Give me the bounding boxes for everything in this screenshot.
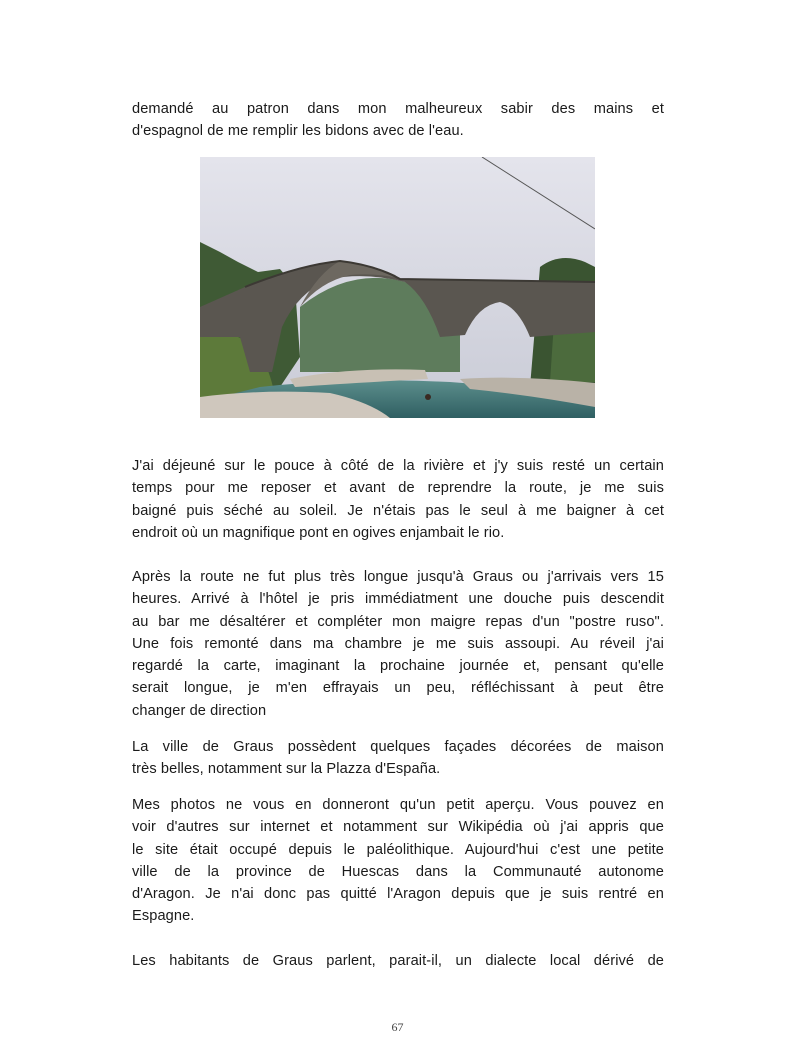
text-line: La ville de Graus possèdent quelques façades décorées de maison [132, 739, 664, 755]
text-line: d'Aragon. Je n'ai donc pas quitté l'Aragon depuis que je suis rentré en [132, 886, 664, 903]
text-line: Une fois remonté dans ma chambre je me suis assoupi. Au réveil j'ai [132, 635, 664, 652]
paragraph-intro [132, 98, 664, 143]
text-line: endroit où un magnifique pont en ogives enjambait le rio. [132, 524, 505, 541]
text-line: changer de direction [132, 702, 267, 719]
paragraph-lunch [132, 455, 664, 544]
bridge-photo [200, 157, 595, 418]
text-line: demandé au patron dans mon malheureux sabir des mains et [132, 101, 664, 117]
text-line: le site était occupé depuis le paléolithique. Aujourd'hui c'est une petite [132, 841, 664, 858]
text-line: serait longue, je m'en effrayais un peu, réfléchissant à peut être [132, 680, 664, 697]
paragraph-facades [132, 736, 664, 781]
text-line: ville de la province de Huescas dans la Communauté autonome [132, 863, 664, 880]
text-line: voir d'autres sur internet et notamment sur Wikipédia où j'ai appris que [132, 819, 664, 836]
text-line: Les habitants de Graus parlent, parait-il, un dialecte local dérivé de [132, 953, 664, 969]
text-line: Espagne. [132, 908, 195, 925]
page-number: 67 [391, 1020, 404, 1034]
text-line: Mes photos ne vous en donneront qu'un petit aperçu. Vous pouvez en [132, 797, 664, 813]
text-line: très belles, notamment sur la Plazza d'España. [132, 761, 441, 778]
text-line: baigné puis séché au soleil. Je n'étais pas le seul à me baigner à cet [132, 502, 664, 519]
text-line: d'espagnol de me remplir les bidons avec de l'eau. [132, 123, 464, 140]
paragraph-dialect [132, 950, 664, 972]
paragraph-photos [132, 794, 664, 928]
paragraph-graus-arrival [132, 566, 664, 722]
text-line: J'ai déjeuné sur le pouce à côté de la rivière et j'y suis resté un certain [132, 458, 664, 474]
text-line: regardé la carte, imaginant la prochaine journée et, pensant qu'elle [132, 658, 664, 675]
text-line: Après la route ne fut plus très longue jusqu'à Graus ou j'arrivais vers 15 [132, 569, 664, 585]
text-line: au bar me désaltérer et compléter mon maigre repas d'un "postre ruso". [132, 613, 664, 630]
text-line: temps pour me reposer et avant de reprendre la route, je me suis [132, 480, 664, 497]
text-line: heures. Arrivé à l'hôtel je pris immédiatment une douche puis descendit [132, 591, 664, 608]
